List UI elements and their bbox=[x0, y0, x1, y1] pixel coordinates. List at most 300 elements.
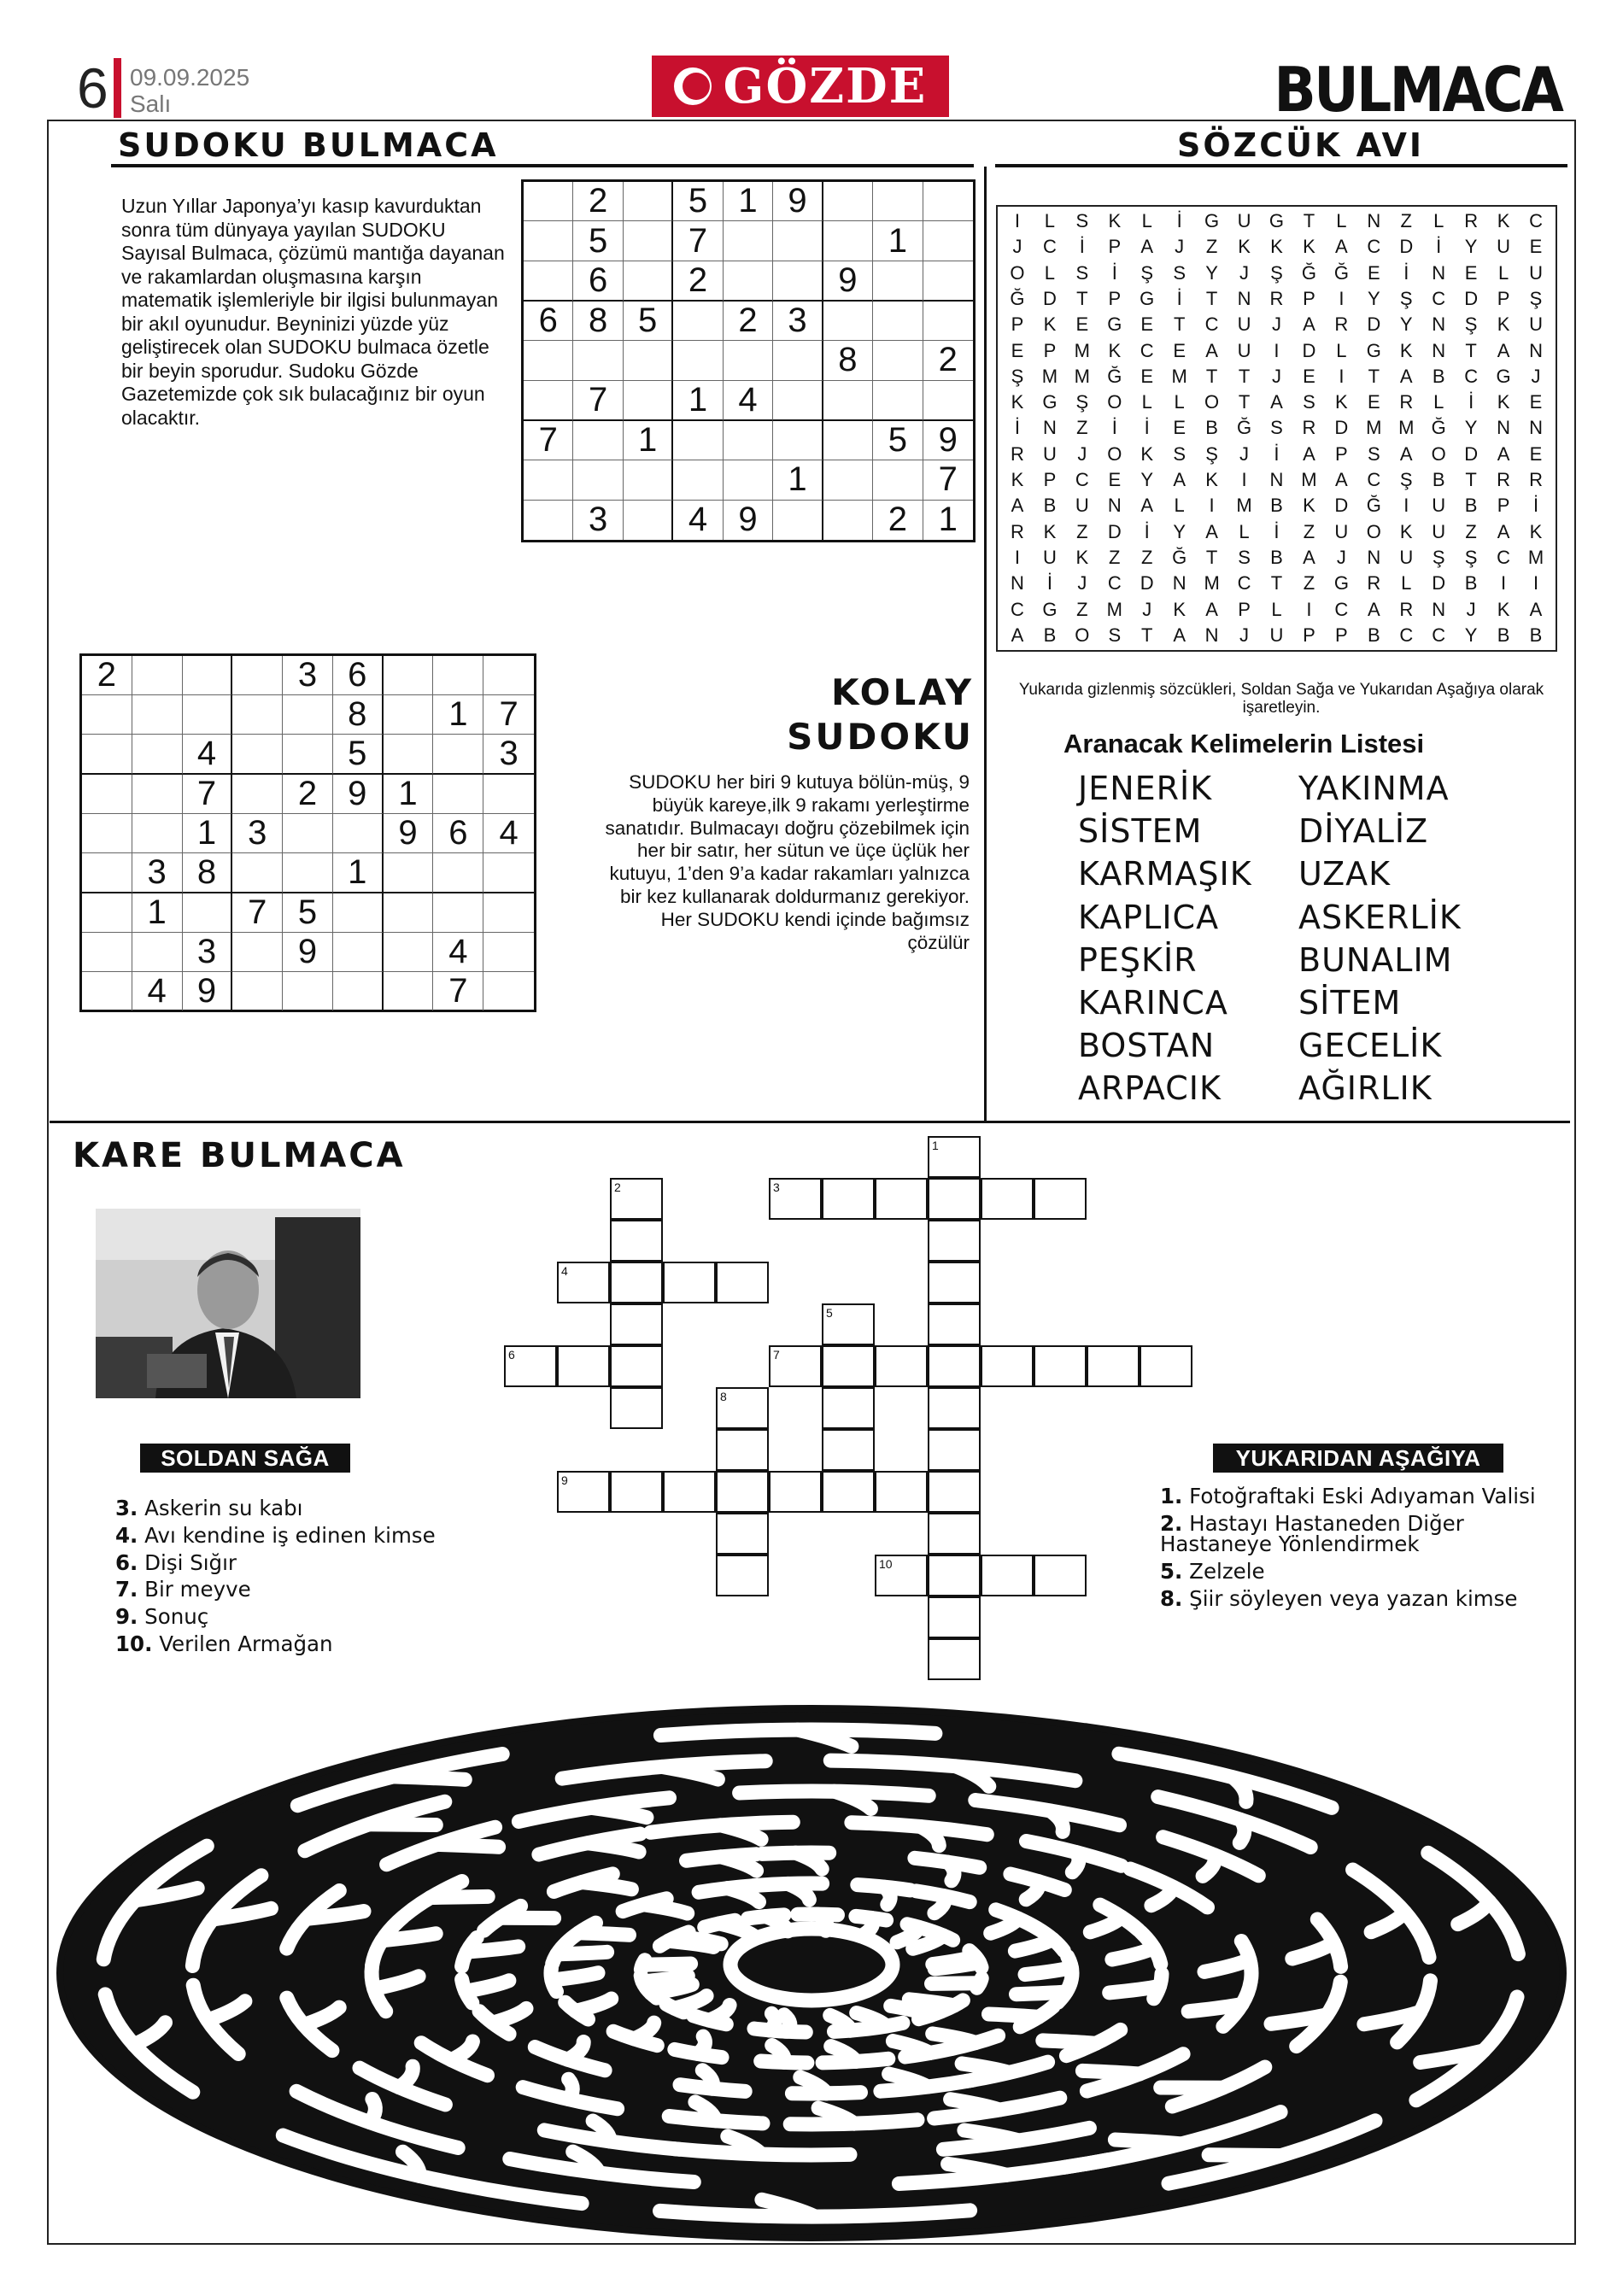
wordsearch-letter: D bbox=[1334, 495, 1349, 517]
sudoku-cell bbox=[873, 182, 923, 221]
wordsearch-letter: J bbox=[1077, 442, 1087, 465]
sudoku-cell: 5 bbox=[673, 182, 723, 221]
crossword-cell[interactable] bbox=[716, 1429, 769, 1471]
sudoku-cell bbox=[724, 421, 773, 460]
wordsearch-letter: İ bbox=[1144, 417, 1150, 439]
sudoku-cell bbox=[524, 221, 573, 261]
wordsearch-letter: Ş bbox=[1399, 469, 1413, 491]
wordsearch-letter: E bbox=[1173, 417, 1186, 439]
section-name: BULMACA bbox=[1274, 54, 1561, 126]
sudoku-cell bbox=[624, 261, 673, 302]
wordsearch-letter: K bbox=[1108, 339, 1122, 361]
crossword-cell[interactable] bbox=[928, 1345, 981, 1387]
wordsearch-letter: R bbox=[1011, 520, 1024, 542]
crossword-cell[interactable] bbox=[928, 1555, 981, 1596]
wordsearch-letter: K bbox=[1011, 391, 1024, 413]
clue-number: 4. bbox=[115, 1522, 138, 1548]
wordsearch-letter: S bbox=[1075, 210, 1089, 232]
wordsearch-letter: A bbox=[1270, 391, 1283, 413]
easy-sudoku-title bbox=[735, 671, 974, 759]
sudoku-cell bbox=[333, 814, 384, 853]
crossword-cell[interactable] bbox=[1034, 1178, 1087, 1220]
word-list-right bbox=[1298, 767, 1462, 1110]
wordsearch-letter: G bbox=[1366, 339, 1381, 361]
sudoku-cell bbox=[384, 735, 434, 775]
crossword-number: 2 bbox=[614, 1180, 621, 1194]
sudoku-cell: 1 bbox=[773, 460, 823, 500]
crossword-cell[interactable] bbox=[610, 1345, 663, 1387]
wordsearch-letter: O bbox=[1107, 391, 1122, 413]
sudoku-cell bbox=[384, 656, 434, 695]
wordsearch-letter: J bbox=[1336, 546, 1346, 568]
wordsearch-letter: L bbox=[1044, 261, 1056, 284]
crossword-cell[interactable] bbox=[822, 1429, 875, 1471]
wordsearch-letter: S bbox=[1303, 391, 1315, 413]
crossword-number: 4 bbox=[561, 1264, 568, 1278]
wordsearch-letter: T bbox=[1205, 365, 1218, 387]
wordsearch-letter: I bbox=[1532, 572, 1539, 594]
crossword-cell[interactable] bbox=[928, 1387, 981, 1429]
crossword-cell[interactable] bbox=[610, 1387, 663, 1429]
crossword-cell[interactable] bbox=[1140, 1345, 1192, 1387]
crossword-cell[interactable] bbox=[875, 1178, 928, 1220]
wordsearch-letter: Y bbox=[1367, 288, 1380, 310]
column-divider bbox=[984, 167, 987, 1123]
wordsearch-letter: C bbox=[1237, 572, 1251, 594]
wordsearch-letter: T bbox=[1173, 313, 1186, 336]
word-list-item: PEŞKİR bbox=[1078, 940, 1198, 979]
sudoku-cell: 9 bbox=[724, 501, 773, 540]
crossword-cell[interactable] bbox=[928, 1303, 981, 1345]
sudoku-cell bbox=[524, 460, 573, 500]
down-clue bbox=[1160, 1586, 1561, 1611]
sudoku-cell bbox=[433, 893, 483, 933]
wordsearch-letter: U bbox=[1432, 520, 1446, 542]
sudoku-cell bbox=[823, 460, 873, 500]
wordsearch-letter: K bbox=[1270, 236, 1283, 258]
crossword-number: 1 bbox=[932, 1139, 939, 1152]
wordsearch-letter: İ bbox=[1111, 261, 1117, 284]
crossword-cell[interactable] bbox=[822, 1345, 875, 1387]
clue-number: 3. bbox=[115, 1496, 138, 1520]
maze-path bbox=[642, 1976, 688, 1982]
header-accent-bar bbox=[114, 58, 121, 118]
sudoku-cell: 9 bbox=[773, 182, 823, 221]
sudoku-cell: 3 bbox=[573, 501, 623, 540]
wordsearch-letter: Y bbox=[1205, 261, 1218, 284]
wordsearch-letter: A bbox=[1529, 598, 1543, 620]
across-clue bbox=[115, 1522, 436, 1549]
wordsearch-letter: C bbox=[1334, 598, 1349, 620]
wordsearch-letter: Z bbox=[1205, 236, 1218, 258]
wordsearch-letter: P bbox=[1497, 495, 1510, 517]
wordsearch-letter: N bbox=[1367, 546, 1381, 568]
sudoku-cell bbox=[873, 302, 923, 341]
clue-number: 7. bbox=[115, 1577, 138, 1602]
maze-path bbox=[437, 1844, 499, 1847]
crossword-cell[interactable] bbox=[822, 1178, 875, 1220]
sudoku-cell bbox=[624, 341, 673, 380]
sudoku-cell: 7 bbox=[573, 381, 623, 421]
wordsearch-letter: S bbox=[1075, 261, 1089, 284]
wordsearch-letter: Ş bbox=[1075, 391, 1089, 413]
wordsearch-letter: M bbox=[1527, 546, 1544, 568]
sudoku-cell: 2 bbox=[573, 182, 623, 221]
sudoku-cell: 6 bbox=[433, 814, 483, 853]
wordsearch-letter: İ bbox=[1176, 288, 1182, 310]
crossword-number: 9 bbox=[561, 1473, 568, 1487]
wordsearch-letter: P bbox=[1108, 236, 1122, 258]
sudoku-cell bbox=[82, 893, 132, 933]
wordsearch-letter: D bbox=[1432, 572, 1446, 594]
wordsearch-letter: U bbox=[1529, 261, 1543, 284]
across-clue bbox=[115, 1603, 436, 1631]
maze-path bbox=[1271, 2015, 1327, 2024]
wordsearch-letter: E bbox=[1108, 469, 1122, 491]
easy-sudoku-description: SUDOKU her biri 9 kutuya bölün-müş, 9 büyük kareye,ilk 9 rakamı yerleştirme sanatıdır. Bulmacayı doğru çözebilmek için her bir satır, her sütun ve üçe üçlük her kutuyu, 1’den 9’a kadar rakamları yalnızca bir kez kullanarak doldurmanız gerekiyor. Her SUDOKU kendi içinde bağımsız çözülür bbox=[605, 771, 970, 953]
sudoku-cell: 9 bbox=[384, 814, 434, 853]
wordsearch-letter: K bbox=[1399, 520, 1413, 542]
sudoku-cell: 1 bbox=[183, 814, 233, 853]
crossword-number: 3 bbox=[773, 1180, 780, 1194]
crossword-cell[interactable] bbox=[928, 1178, 981, 1220]
wordsearch-letter: J bbox=[1271, 313, 1281, 336]
sudoku-cell: 6 bbox=[573, 261, 623, 302]
sudoku-cell: 1 bbox=[873, 221, 923, 261]
maze-path bbox=[1017, 1992, 1067, 1994]
sudoku-cell: 1 bbox=[673, 381, 723, 421]
maze-path bbox=[1025, 1968, 1071, 1975]
sudoku-cell bbox=[923, 302, 973, 341]
maze-path bbox=[1110, 1986, 1160, 1993]
crossword-cell[interactable] bbox=[928, 1596, 981, 1638]
sudoku-cell: 9 bbox=[283, 933, 333, 972]
crossword-cell[interactable] bbox=[928, 1262, 981, 1303]
wordsearch-letter: N bbox=[1529, 339, 1543, 361]
wordsearch-letter: U bbox=[1237, 313, 1251, 336]
sudoku-cell bbox=[82, 735, 132, 775]
wordsearch-letter: I bbox=[1339, 288, 1345, 310]
wordsearch-letter: Ş bbox=[1464, 546, 1478, 568]
crossword-cell[interactable] bbox=[822, 1471, 875, 1513]
sudoku-cell bbox=[673, 460, 723, 500]
crossword-cell[interactable] bbox=[610, 1220, 663, 1262]
wordsearch-letter: Ş bbox=[1270, 261, 1283, 284]
sudoku-cell bbox=[183, 695, 233, 735]
sudoku-cell: 3 bbox=[183, 933, 233, 972]
crossword-cell[interactable] bbox=[928, 1471, 981, 1513]
crossword-cell[interactable] bbox=[928, 1220, 981, 1262]
wordsearch-letter: J bbox=[1239, 261, 1250, 284]
sudoku-cell bbox=[183, 656, 233, 695]
word-list-item: JENERİK bbox=[1078, 770, 1213, 807]
crossword-cell[interactable] bbox=[875, 1345, 928, 1387]
wordsearch-letter: Z bbox=[1109, 546, 1121, 568]
crossword-cell[interactable] bbox=[610, 1303, 663, 1345]
wordsearch-letter: T bbox=[1238, 391, 1251, 413]
oval-maze-illustration bbox=[47, 1696, 1576, 2242]
crossword-cell[interactable] bbox=[610, 1262, 663, 1303]
wordsearch-letter: T bbox=[1465, 469, 1477, 491]
wordsearch-letter: J bbox=[1271, 365, 1281, 387]
sudoku-cell bbox=[433, 735, 483, 775]
sudoku-cell: 8 bbox=[823, 341, 873, 380]
wordsearch-letter: A bbox=[1140, 236, 1154, 258]
sudoku-cell bbox=[673, 421, 723, 460]
wordsearch-letter: A bbox=[1205, 339, 1218, 361]
wordsearch-letter: E bbox=[1140, 313, 1154, 336]
sudoku-cell bbox=[283, 735, 333, 775]
wordsearch-letter: G bbox=[1204, 210, 1220, 232]
wordsearch-letter: I bbox=[1501, 572, 1507, 594]
crossword-cell[interactable] bbox=[981, 1555, 1034, 1596]
crossword-cell[interactable] bbox=[928, 1638, 981, 1680]
wordsearch-letter: I bbox=[1339, 365, 1345, 387]
wordsearch-letter: K bbox=[1238, 236, 1251, 258]
wordsearch-letter: K bbox=[1497, 598, 1510, 620]
wordsearch-letter: N bbox=[1011, 572, 1024, 594]
wordsearch-letter: D bbox=[1140, 572, 1154, 594]
maze-path bbox=[588, 1843, 639, 1852]
crossword-cell[interactable] bbox=[928, 1513, 981, 1555]
crossword-cell[interactable] bbox=[716, 1513, 769, 1555]
word-list-item: BUNALIM bbox=[1298, 940, 1453, 979]
wordsearch-letter: T bbox=[1076, 288, 1088, 310]
word-list-item: DİYALİZ bbox=[1298, 812, 1429, 851]
wordsearch-letter: İ bbox=[1274, 442, 1280, 465]
maze-path bbox=[382, 1934, 436, 1941]
wordsearch-letter: R bbox=[1464, 210, 1479, 232]
sudoku-cell bbox=[232, 775, 283, 814]
wordsearch-letter: N bbox=[1172, 572, 1186, 594]
wordsearch-letter: A bbox=[1140, 495, 1154, 517]
sudoku-title: SUDOKU BULMACA bbox=[118, 126, 499, 164]
crossword-cell[interactable] bbox=[875, 1471, 928, 1513]
wordsearch-letter: C bbox=[1204, 313, 1219, 336]
wordsearch-letter: K bbox=[1075, 546, 1089, 568]
crossword-cell[interactable] bbox=[1087, 1345, 1140, 1387]
crossword-cell[interactable] bbox=[928, 1429, 981, 1471]
wordsearch-letter: E bbox=[1529, 442, 1543, 465]
wordsearch-letter: Y bbox=[1399, 313, 1413, 336]
across-clue bbox=[115, 1631, 436, 1658]
crossword-number: 10 bbox=[879, 1557, 893, 1571]
word-list-item: ARPACIK bbox=[1078, 1069, 1222, 1108]
wordsearch-letter: K bbox=[1140, 442, 1154, 465]
wordsearch-letter: Y bbox=[1140, 469, 1154, 491]
sudoku-cell bbox=[132, 814, 183, 853]
wordsearch-letter: Ğ bbox=[1172, 546, 1187, 568]
wordsearch-letter: D bbox=[1399, 236, 1414, 258]
crossword-cell[interactable] bbox=[1034, 1555, 1087, 1596]
wordsearch-letter: N bbox=[1497, 417, 1511, 439]
crescent-star-icon bbox=[674, 67, 712, 105]
crossword-cell[interactable] bbox=[716, 1262, 769, 1303]
wordsearch-letter: G bbox=[1496, 365, 1511, 387]
wordsearch-letter: I bbox=[1403, 495, 1409, 517]
wordsearch-letter: A bbox=[1205, 520, 1218, 542]
wordsearch-letter: C bbox=[1011, 598, 1024, 620]
crossword-cell[interactable] bbox=[716, 1555, 769, 1596]
crossword-cell[interactable] bbox=[663, 1471, 716, 1513]
wordsearch-letter: B bbox=[1464, 572, 1478, 594]
wordsearch-instruction: Yukarıda gizlenmiş sözcükleri, Soldan Sağa ve Yukarıdan Aşağıya olarak işaretleyin. bbox=[1018, 681, 1544, 717]
easy-sudoku-title-line1: KOLAY bbox=[830, 671, 974, 713]
sudoku-cell bbox=[483, 893, 534, 933]
wordsearch-letter: K bbox=[1335, 391, 1348, 413]
wordsearch-letter: B bbox=[1497, 624, 1510, 646]
wordsearch-letter: Ş bbox=[1529, 288, 1543, 310]
sudoku-cell bbox=[773, 261, 823, 302]
sudoku-cell: 4 bbox=[433, 933, 483, 972]
section-divider bbox=[50, 1121, 1570, 1123]
wordsearch-letter: K bbox=[1529, 520, 1543, 542]
wordsearch-letter: I bbox=[1306, 598, 1312, 620]
logo-text: GÖZDE bbox=[723, 58, 928, 114]
wordsearch-letter: L bbox=[1336, 210, 1347, 232]
wordsearch-letter: U bbox=[1075, 495, 1089, 517]
wordsearch-letter: K bbox=[1043, 313, 1057, 336]
wordsearch-letter: T bbox=[1238, 365, 1251, 387]
crossword-cell[interactable] bbox=[557, 1345, 610, 1387]
crossword-cell[interactable] bbox=[1034, 1345, 1087, 1387]
wordsearch-letter: N bbox=[1432, 261, 1446, 284]
wordsearch-letter: Ğ bbox=[1236, 417, 1252, 439]
word-list-item: SİTEM bbox=[1298, 984, 1402, 1022]
easy-sudoku-title-line2: SUDOKU bbox=[787, 716, 974, 758]
wordsearch-letter: J bbox=[1175, 236, 1185, 258]
wordsearch-letter: L bbox=[1239, 520, 1250, 542]
crossword-title: KARE BULMACA bbox=[73, 1136, 406, 1175]
wordsearch-letter: G bbox=[1269, 210, 1285, 232]
wordsearch-letter: T bbox=[1141, 624, 1153, 646]
wordsearch-letter: R bbox=[1399, 598, 1414, 620]
wordsearch-letter: E bbox=[1303, 365, 1315, 387]
sudoku-cell: 3 bbox=[773, 302, 823, 341]
sudoku-cell bbox=[433, 775, 483, 814]
wordsearch-letter: A bbox=[1497, 339, 1510, 361]
crossword-cell[interactable] bbox=[822, 1387, 875, 1429]
word-list-item: SİSTEM bbox=[1078, 812, 1203, 851]
page-number: 6 bbox=[77, 56, 108, 120]
down-clues bbox=[1160, 1486, 1561, 1616]
wordsearch-letter: İ bbox=[1079, 236, 1085, 258]
down-clue bbox=[1160, 1486, 1561, 1507]
wordsearch-letter: K bbox=[1108, 210, 1122, 232]
sudoku-cell bbox=[573, 421, 623, 460]
wordsearch-letter: T bbox=[1303, 210, 1315, 232]
wordsearch-letter: A bbox=[1303, 442, 1315, 465]
sudoku-cell: 7 bbox=[524, 421, 573, 460]
wordsearch-letter: J bbox=[1077, 572, 1087, 594]
sudoku-cell bbox=[773, 421, 823, 460]
sudoku-cell bbox=[132, 656, 183, 695]
clue-number: 6. bbox=[115, 1549, 138, 1575]
sudoku-cell bbox=[333, 972, 384, 1010]
sudoku-cell bbox=[232, 933, 283, 972]
sudoku-cell bbox=[232, 853, 283, 893]
maze-path bbox=[678, 1936, 722, 1944]
header-date: 09.09.2025 bbox=[130, 64, 250, 91]
wordsearch-letter: I bbox=[1241, 469, 1247, 491]
wordsearch-title: SÖZCÜK AVI bbox=[1177, 126, 1425, 164]
sudoku-cell bbox=[724, 261, 773, 302]
sudoku-cell bbox=[573, 460, 623, 500]
wordsearch-letter: C bbox=[1399, 624, 1414, 646]
sudoku-cell bbox=[483, 853, 534, 893]
sudoku-cell bbox=[132, 695, 183, 735]
wordsearch-letter: M bbox=[1074, 339, 1090, 361]
sudoku-cell: 5 bbox=[333, 735, 384, 775]
wordsearch-letter: U bbox=[1529, 313, 1543, 336]
crossword-cell[interactable] bbox=[769, 1471, 822, 1513]
sudoku-cell: 9 bbox=[183, 972, 233, 1010]
maze-path bbox=[932, 1983, 981, 1984]
crossword-cell[interactable] bbox=[981, 1178, 1034, 1220]
header-date-block bbox=[130, 65, 249, 118]
wordsearch-letter: S bbox=[1173, 442, 1186, 465]
easy-sudoku-grid bbox=[79, 653, 536, 1012]
wordsearch-letter: C bbox=[1529, 210, 1543, 232]
wordsearch-letter: U bbox=[1237, 339, 1251, 361]
maze-path bbox=[1239, 1819, 1245, 1842]
sudoku-cell: 2 bbox=[673, 261, 723, 302]
wordsearch-letter: P bbox=[1497, 288, 1510, 310]
wordsearch-letter: C bbox=[1432, 624, 1446, 646]
crossword-cell[interactable] bbox=[716, 1471, 769, 1513]
sudoku-cell: 9 bbox=[333, 775, 384, 814]
maze-path bbox=[591, 1807, 647, 1817]
wordsearch-letter: A bbox=[1303, 313, 1315, 336]
wordsearch-letter: Ş bbox=[1432, 546, 1445, 568]
wordsearch-letter: M bbox=[1236, 495, 1252, 517]
wordsearch-letter: R bbox=[1367, 572, 1381, 594]
wordsearch-letter: G bbox=[1107, 313, 1122, 336]
wordsearch-letter: T bbox=[1270, 572, 1283, 594]
wordsearch-letter: C bbox=[1107, 572, 1122, 594]
wordsearch-letter: D bbox=[1464, 442, 1479, 465]
maze-path bbox=[582, 1883, 631, 1889]
across-label: SOLDAN SAĞA bbox=[140, 1444, 350, 1473]
wordsearch-letter: P bbox=[1238, 598, 1251, 620]
wordsearch-letter: K bbox=[1497, 313, 1510, 336]
wordsearch-grid bbox=[996, 205, 1557, 652]
wordsearch-letter: B bbox=[1529, 624, 1543, 646]
sudoku-intro: Uzun Yıllar Japonya’yı kasıp kavurduktan sonra tüm dünyaya yayılan SUDOKU Sayısal Bulmaca, çözümü mantığa dayanan ve rakamlardan oluşmasına karşın matematik işlemleriyle bir ilgisi bulunmayan bir akıl oyunudur. Beyninizi yüzde yüz geliştirecek olan SUDOKU bulmaca özetle bir beyin sporudur. Sudoku Gözde Gazetemizde çok sık bulacağınız bir oyun olacaktır. bbox=[121, 195, 505, 429]
wordsearch-letter: E bbox=[1367, 261, 1380, 284]
wordsearch-letter: İ bbox=[1436, 236, 1442, 258]
down-label: YUKARIDAN AŞAĞIYA bbox=[1213, 1444, 1503, 1473]
sudoku-cell: 1 bbox=[333, 853, 384, 893]
wordsearch-letter: M bbox=[1171, 365, 1187, 387]
clue-text: Avı kendine iş edinen kimse bbox=[144, 1522, 436, 1548]
wordsearch-letter: K bbox=[1303, 495, 1315, 517]
wordsearch-letter: B bbox=[1270, 546, 1283, 568]
wordsearch-letter: Z bbox=[1076, 417, 1088, 439]
wordsearch-letter: J bbox=[1466, 598, 1476, 620]
wordsearch-letter: K bbox=[1011, 469, 1024, 491]
sudoku-cell: 5 bbox=[283, 893, 333, 933]
rule-sudoku-title bbox=[111, 164, 974, 167]
crossword-cell[interactable] bbox=[981, 1345, 1034, 1387]
crossword-cell[interactable] bbox=[663, 1262, 716, 1303]
crossword-cell[interactable] bbox=[610, 1471, 663, 1513]
wordsearch-letter: İ bbox=[1144, 520, 1150, 542]
maze-path bbox=[393, 1777, 465, 1780]
wordsearch-letter: N bbox=[1432, 598, 1446, 620]
sudoku-cell bbox=[183, 893, 233, 933]
wordsearch-letter: O bbox=[1204, 391, 1220, 413]
